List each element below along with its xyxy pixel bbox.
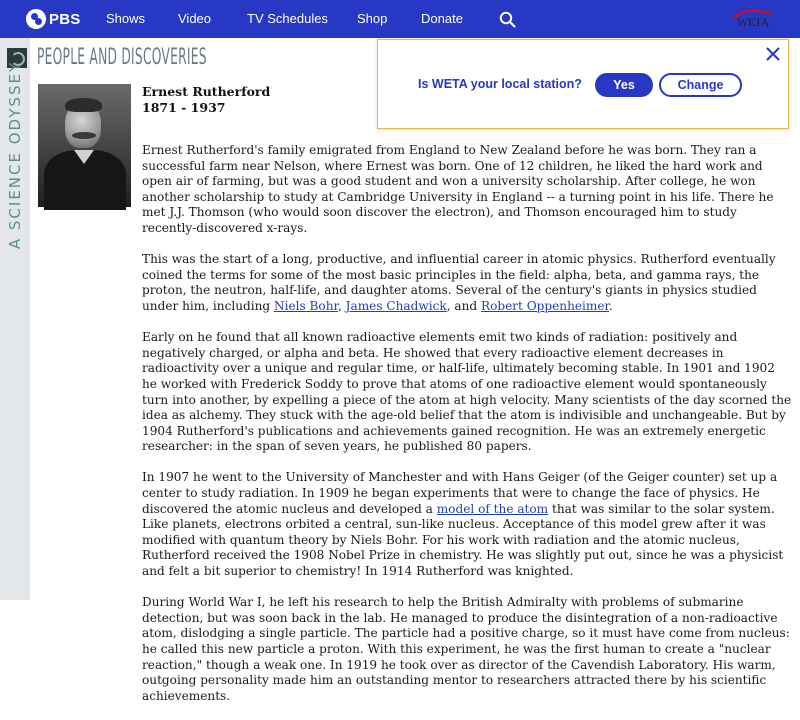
pbs-head-icon (26, 9, 46, 29)
close-icon[interactable] (765, 46, 781, 62)
nav-item-video[interactable]: Video (178, 11, 212, 26)
link-robert-oppenheimer[interactable]: Robert Oppenheimer (480, 298, 609, 313)
nav-item-donate[interactable]: Donate (421, 11, 463, 26)
article-paragraph: Ernest Rutherford's family emigrated from England to New Zealand before he was born. They ran a successful farm near Nelson, where Ernest was born. One of 12 children, he liked the hard work and open air of farming, but was a good student and won a university scholarship. After college, he won another scholarship to study at Cambridge University in England -- a turning point in his life. There he met J.J. Thomson (who would soon discover the electron), and Thomson encouraged him to study recently-discovered x-rays. (142, 143, 774, 235)
nav-item-shop[interactable]: Shop (357, 11, 388, 26)
article-paragraph: During World War I, he left his research to help the British Admiralty with problems of submarine detection, but was soon back in the lab. He managed to produce the disintegration of a non-radioactive atom, dislodging a single particle. The particle had a positive charge, so it must have come from nucleus: he called this new particle a proton. With this experiment, he was the first human to create a "nuclear reaction," though a weak one. In 1919 he took over as director of the Cavendish Laboratory. His warm, outgoing personality made him an outstanding mentor to researchers attracted there by his scientific achievements. (142, 595, 790, 703)
person-years: 1871 - 1937 (142, 100, 226, 115)
station-confirm-popup (377, 39, 789, 129)
search-icon[interactable] (499, 11, 516, 28)
person-name: Ernest Rutherford (142, 84, 271, 99)
article-paragraph: In 1907 he went to the University of Manchester and with Hans Geiger (of the Geiger counter) set up a center to study radiation. In 1909 he began experiments that were to change the face of physics. He discovered the atomic nucleus and developed a model of the atom that was similar to the solar system. Like planets, electrons orbited a central, sun-like nucleus. Acceptance of this model grew after it was modified with quantum theory by Niels Bohr. For his work with radiation and the atomic nucleus, Rutherford received the 1908 Nobel Prize in chemistry. He was slightly put out, since he was a physicist and felt a bit superior to chemistry! In 1914 Rutherford was knighted. (142, 470, 784, 579)
article-paragraph: Early on he found that all known radioactive elements emit two kinds of radiation: positively and negatively charged, or alpha and beta. He showed that every radioactive element decreases in radioactivity over a unique and regular time, or half-life, ultimately becoming stable. In 1901 and 1902 he worked with Frederick Soddy to prove that atoms of one radioactive element would spontaneously turn into another, by expelling a piece of the atom at high velocity. Many scientists of the day scorned the idea as alchemy. They stuck with the age-old belief that the atom is indivisible and unchangeable. But by 1904 Rutherford's publications and achievements gained recognition. He was an extremely energetic researcher: in the span of seven years, he published 80 papers. (142, 330, 792, 454)
pbs-logo-text: PBS (49, 10, 81, 28)
weta-station-logo[interactable] (729, 8, 777, 34)
station-question: Is WETA your local station? (418, 77, 582, 91)
yes-button[interactable]: Yes (595, 73, 653, 97)
change-station-button[interactable]: Change (659, 73, 742, 97)
link-james-chadwick[interactable]: James Chadwick (345, 298, 447, 313)
vertical-series-title: A SCIENCE ODYSSEY (6, 60, 24, 250)
weta-logo-text: WETA (737, 15, 769, 29)
section-title: PEOPLE AND DISCOVERIES (37, 45, 207, 70)
rutherford-portrait-image (38, 84, 131, 207)
article-body (142, 143, 792, 720)
link-niels-bohr[interactable]: Niels Bohr (274, 298, 338, 313)
nav-item-shows[interactable]: Shows (106, 11, 146, 26)
link-model-of-the-atom[interactable]: model of the atom (436, 501, 549, 516)
pbs-logo[interactable] (26, 9, 80, 29)
pbs-nav-bar (0, 0, 800, 38)
article-paragraph: This was the start of a long, productive, and influential career in atomic physics. Rutherford eventually coined the terms for some of the most basic principles in the field: alpha, beta, and gamma rays, the proton, the neutron, half-life, and daughter atoms. Several of the century's giants in physics studied under him, including Niels Bohr, James Chadwick, and Robert Oppenheimer. (142, 252, 776, 313)
nav-item-tv-schedules[interactable]: TV Schedules (247, 11, 328, 26)
